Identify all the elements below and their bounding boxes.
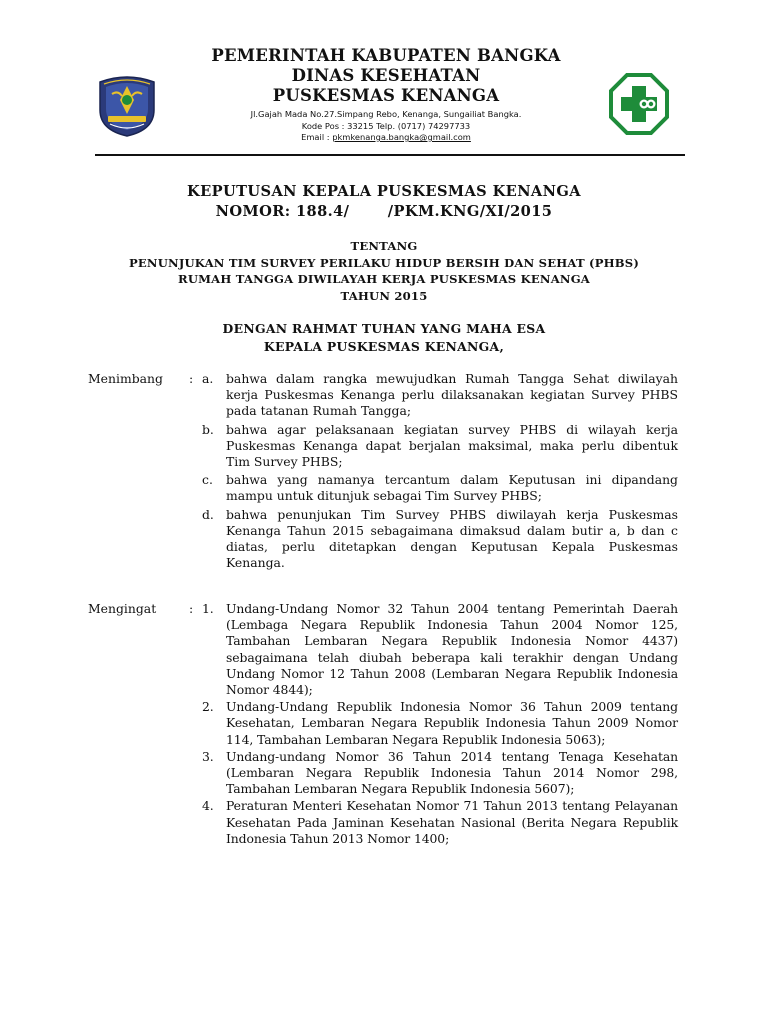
mengingat-list	[202, 601, 678, 848]
list-item	[202, 798, 678, 847]
list-item	[202, 699, 678, 748]
menimbang-list	[202, 371, 678, 573]
subject-line-3: TAHUN 2015	[340, 288, 428, 303]
item-text: Undang-undang Nomor 36 Tahun 2014 tentang Tenaga Kesehatan (Lembaran Negara Republik Indonesia Tahun 2014 Nomor 298, Tambahan Lembaran Negara Republik Indonesia 5607);	[226, 748, 678, 797]
email-line	[172, 132, 600, 144]
letterhead-divider	[95, 154, 685, 156]
invocation-line-1: DENGAN RAHMAT TUHAN YANG MAHA ESA	[222, 321, 546, 336]
item-marker: a.	[202, 371, 214, 386]
item-text: Peraturan Menteri Kesehatan Nomor 71 Tahun 2013 tentang Pelayanan Kesehatan Pada Jaminan Kesehatan Nasional (Berita Negara Republik Indonesia Tahun 2013 Nomor 1400;	[226, 798, 678, 846]
government-name: PEMERINTAH KABUPATEN BANGKA	[211, 46, 561, 65]
section-label: Menimbang	[88, 371, 163, 386]
decree-number: NOMOR: 188.4/ /PKM.KNG/XI/2015	[215, 203, 553, 220]
subject-line-1: PENUNJUKAN TIM SURVEY PERILAKU HIDUP BERSIH DAN SEHAT (PHBS)	[128, 255, 640, 270]
decree-subject	[60, 238, 708, 304]
item-marker: 1.	[202, 601, 214, 616]
puskesmas-name: PUSKESMAS KENANGA	[272, 86, 500, 105]
email-link[interactable]: pkmkenanga.bangka@gmail.com	[332, 132, 471, 142]
item-text: bahwa dalam rangka mewujudkan Rumah Tangga Sehat diwilayah kerja Puskesmas Kenanga perlu dilaksanakan kegiatan Survey PHBS pada tatanan Rumah Tangga;	[226, 371, 678, 419]
item-marker: 3.	[202, 748, 214, 764]
decree-title-line: KEPUTUSAN KEPALA PUSKESMAS KENANGA	[187, 183, 581, 200]
section-label: Mengingat	[88, 601, 157, 616]
list-item	[202, 507, 678, 572]
item-marker: c.	[202, 472, 213, 488]
item-text: bahwa yang namanya tercantum dalam Keputusan ini dipandang mampu untuk ditunjuk sebagai Tim Survey PHBS;	[226, 472, 678, 504]
department-name: DINAS KESEHATAN	[291, 66, 481, 85]
postal-phone: Kode Pos : 33215 Telp. (0717) 74297733	[301, 120, 471, 131]
decree-title	[60, 182, 708, 222]
subject-line-2: RUMAH TANGGA DIWILAYAH KERJA PUSKESMAS KENANGA	[178, 272, 590, 286]
section-colon: :	[189, 371, 194, 386]
invocation	[60, 320, 708, 356]
list-item	[202, 749, 678, 798]
tentang-label: TENTANG	[350, 239, 418, 253]
puskesmas-green-cross-icon	[608, 72, 670, 136]
list-item	[202, 601, 678, 698]
item-marker: b.	[202, 421, 214, 437]
item-text: Undang-Undang Republik Indonesia Nomor 36 Tahun 2009 tentang Kesehatan, Lembaran Negara Republik Indonesia Tahun 2009 Nomor 114, Tambahan Lembaran Negara Republik Indonesia 5063);	[226, 699, 678, 747]
list-item	[202, 472, 678, 504]
list-item	[202, 371, 678, 420]
street-address: Jl.Gajah Mada No.27.Simpang Rebo, Kenanga, Sungailiat Bangka.	[250, 109, 522, 119]
item-text: bahwa agar pelaksanaan kegiatan survey PHBS di wilayah kerja Puskesmas Kenanga dapat berjalan maksimal, maka perlu dibentuk Tim Survey PHBS;	[226, 421, 678, 470]
email-label: Email :	[301, 132, 333, 142]
item-text: bahwa penunjukan Tim Survey PHBS diwilayah kerja Puskesmas Kenanga Tahun 2015 sebagaimana dimaksud dalam butir a, b dan c diatas, perlu ditetapkan dengan Keputusan Kepala Puskesmas Kenanga.	[226, 506, 678, 571]
letterhead-text	[172, 46, 600, 144]
kabupaten-bangka-emblem-icon	[96, 74, 158, 138]
item-text: Undang-Undang Nomor 32 Tahun 2004 tentang Pemerintah Daerah (Lembaga Negara Republik Indonesia Tahun 2004 Nomor 125, Tambahan Lembaran Negara Republik Indonesia Nomor 4437) sebagaimana telah diubah beberapa kali terakhir dengan Undang Undang Nomor 12 Tahun 2008 (Lembaran Negara Republik Indonesia Nomor 4844);	[226, 601, 678, 698]
list-item	[202, 422, 678, 471]
item-marker: 2.	[202, 699, 214, 715]
letterhead	[88, 46, 688, 158]
item-marker: 4.	[202, 798, 214, 814]
address-block	[172, 109, 600, 144]
item-marker: d.	[202, 506, 214, 522]
invocation-line-2: KEPALA PUSKESMAS KENANGA,	[263, 339, 505, 354]
section-colon: :	[189, 601, 194, 616]
